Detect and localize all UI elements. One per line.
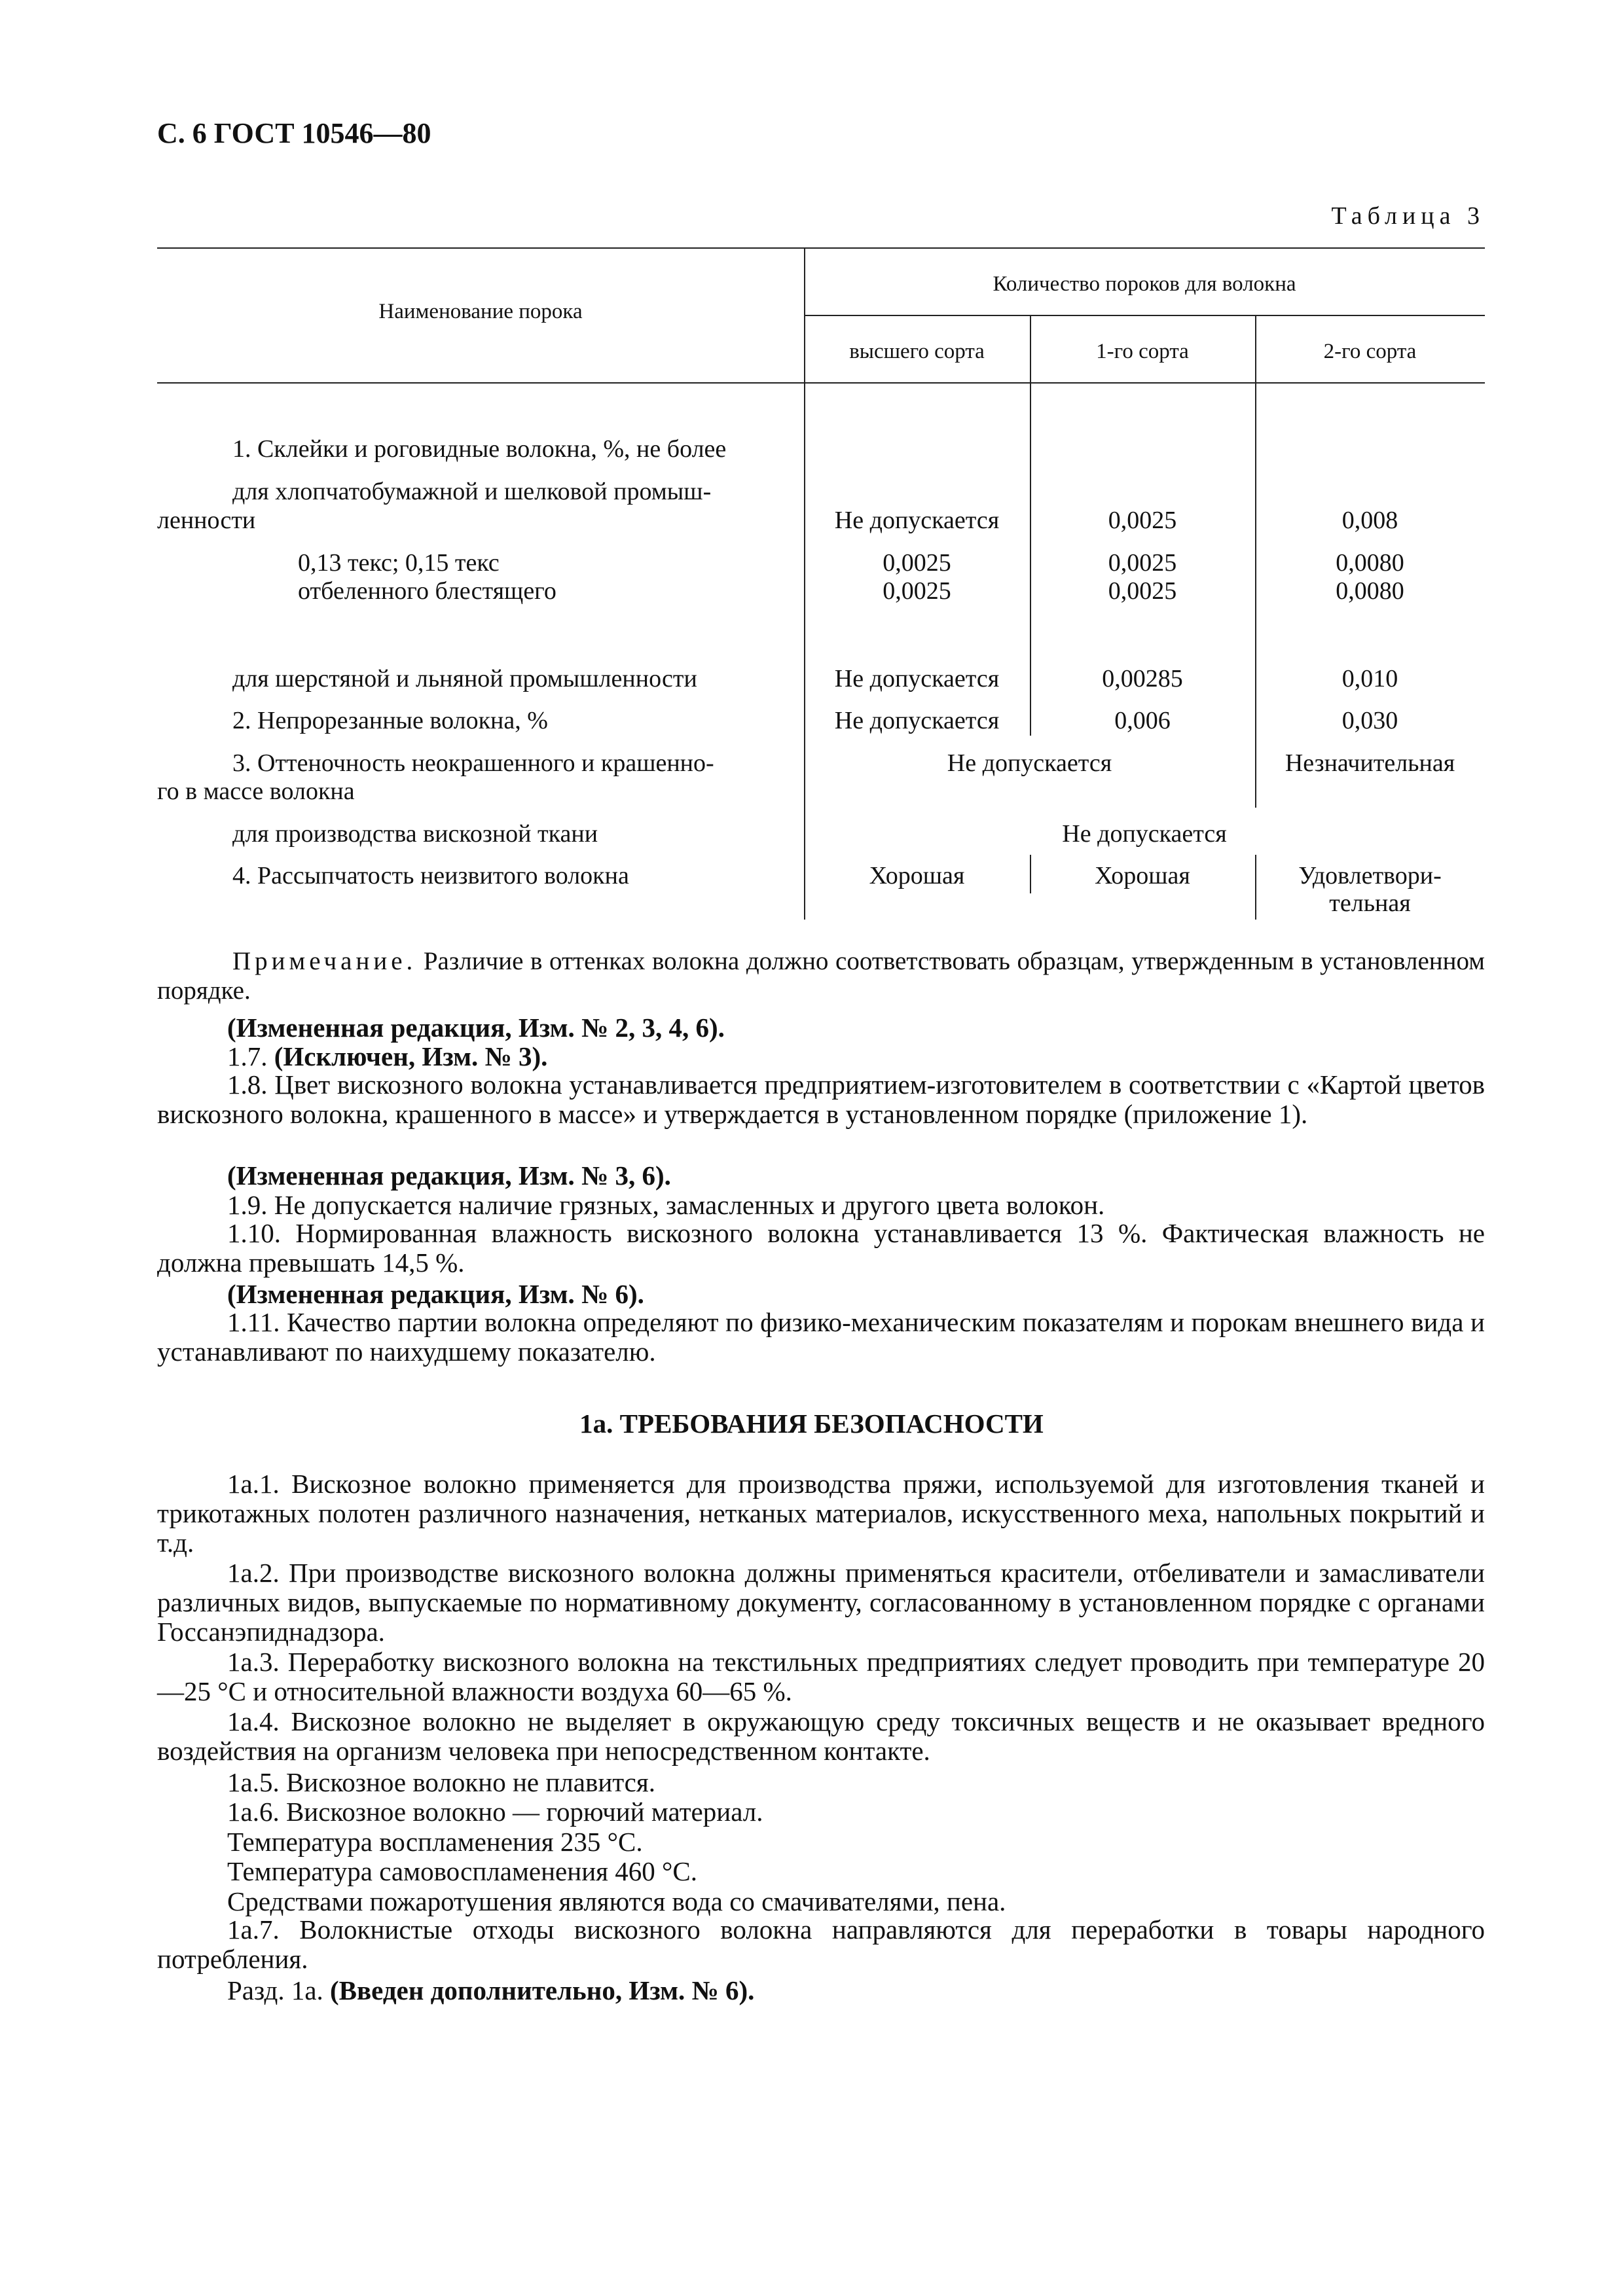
row-name: для шерстяной и льняной промышленности [232,665,697,692]
footer-bold: (Введен дополнительно, Изм. № 6). [330,1975,755,2005]
col-header-top-grade: высшего сорта [849,340,985,363]
row-name: для хлопчатобумажной и шелковой промыш- [232,478,712,505]
paragraph-1a-7: 1а.7. Волокнистые отходы вискозного волокна направляются для переработки в товары народного потребления. [157,1914,1485,1974]
paragraph-1a-2: 1а.2. При производстве вискозного волокна должны применяться красители, отбеливатели и замасливатели различных видов, выпускаемые по нормативному документу, согласованному в установленном порядке с органами Госсанэпиднадзора. [157,1558,1485,1647]
paragraph-1-10: 1.10. Нормированная влажность вискозного волокна устанавливается 13 %. Фактическая влажность не должна превышать 14,5 %. [157,1218,1485,1278]
footer-plain: Разд. 1а. [227,1975,331,2005]
paragraph-1-7 [227,1041,547,1072]
row-name-cont: го в массе волокна [157,778,355,805]
row-name: для производства вискозной ткани [232,820,598,848]
row-name: 0,13 текс; 0,15 текс [298,549,500,577]
paragraph-1a-6: 1а.6. Вискозное волокно — горючий материал. [227,1797,763,1827]
revision-note: (Измененная редакция, Изм. № 3, 6). [227,1160,671,1191]
revision-note: (Измененная редакция, Изм. № 2, 3, 4, 6). [227,1013,725,1043]
page-header: С. 6 ГОСТ 10546—80 [157,117,431,149]
paragraph-status: (Исключен, Изм. № 3). [274,1041,548,1071]
cell-value: 0,0080 [1336,577,1404,605]
cell-value-merged: Не допускается [947,749,1112,777]
row-name: 1. Склейки и роговидные волокна, %, не более [232,435,727,463]
cell-value: Хорошая [869,862,965,889]
table-group-rule [804,315,1485,316]
paragraph-number: 1.7. [227,1041,274,1071]
cell-value: Не допускается [834,665,1000,692]
row-name: 2. Непрорезанные волокна, % [232,707,548,734]
cell-value-merged: Не допускается [1062,820,1227,848]
cell-value: Незначительная [1285,749,1455,777]
paragraph-1a-1: 1а.1. Вискозное волокно применяется для производства пряжи, используемой для изготовления тканей и трикотажных полотен различного назначения, нетканых материалов, искусственного меха, напольных покрытий и т.д. [157,1469,1485,1558]
paragraph-1-11: 1.11. Качество партии волокна определяют по физико-механическим показателям и порокам внешнего вида и устанавливают по наихудшему показателю. [157,1307,1485,1367]
paragraph-1-8: 1.8. Цвет вискозного волокна устанавливается предприятием-изготовителем в соответствии с «Картой цветов вискозного волокна, крашенного в массе» и утверждается в установленном порядке (приложение 1). [157,1069,1485,1129]
paragraph-1a-6-b: Температура воспламенения 235 °С. [227,1827,643,1857]
cell-value: Не допускается [834,707,1000,734]
table-label: Таблица 3 [1331,202,1485,230]
table-top-rule [157,247,1485,249]
table-header-rule [157,382,1485,384]
col-header-grade-1: 1-го сорта [1096,340,1189,363]
cell-value: 0,00285 [1102,665,1183,692]
row-name-cont: ленности [157,507,256,534]
paragraph-1a-5: 1а.5. Вискозное волокно не плавится. [227,1767,655,1797]
row-name: отбеленного блестящего [298,577,556,605]
cell-value: 0,010 [1341,665,1398,692]
cell-value: 0,006 [1114,707,1171,734]
cell-value: 0,008 [1341,507,1398,534]
section-footer-note [227,1975,754,2006]
cell-value: 0,0025 [1108,549,1177,577]
cell-value: 0,0025 [883,549,951,577]
note-text: Различие в оттенках волокна должно соответствовать образцам, утвержденным в установленном порядке. [157,947,1485,1005]
cell-value-cont: тельная [1329,889,1411,917]
paragraph-1a-4: 1а.4. Вискозное волокно не выделяет в окружающую среду токсичных веществ и не оказывает вредного воздействия на организм человека при непосредственном контакте. [157,1706,1485,1766]
table-note [157,946,1485,1005]
col-header-name: Наименование порока [378,300,583,323]
paragraph-1a-6-d: Средствами пожаротушения являются вода со смачивателями, пена. [227,1886,1006,1916]
revision-note: (Измененная редакция, Изм. № 6). [227,1279,644,1309]
row-name: 3. Оттеночность неокрашенного и крашенно- [232,749,714,777]
col-header-grade-2: 2-го сорта [1323,340,1417,363]
paragraph-1a-6-c: Температура самовоспламенения 460 °С. [227,1856,697,1886]
paragraph-1a-3: 1а.3. Переработку вискозного волокна на текстильных предприятиях следует проводить при температуре 20—25 °С и относительной влажности воздуха 60—65 %. [157,1647,1485,1706]
cell-value: 0,0025 [1108,507,1177,534]
cell-value: 0,0080 [1336,549,1404,577]
cell-value: 0,0025 [1108,577,1177,605]
cell-value: Удовлетвори- [1298,862,1442,889]
section-title: 1а. ТРЕБОВАНИЯ БЕЗОПАСНОСТИ [579,1408,1044,1439]
cell-value: Хорошая [1095,862,1190,889]
row-name: 4. Рассыпчатость неизвитого волокна [232,862,629,889]
cell-value: 0,0025 [883,577,951,605]
col-group-header: Количество пороков для волокна [993,272,1296,296]
cell-value: Не допускается [834,507,1000,534]
cell-value: 0,030 [1341,707,1398,734]
note-label: Примечание. [232,947,417,975]
paragraph-1-9: 1.9. Не допускается наличие грязных, замасленных и другого цвета волокон. [227,1190,1105,1220]
